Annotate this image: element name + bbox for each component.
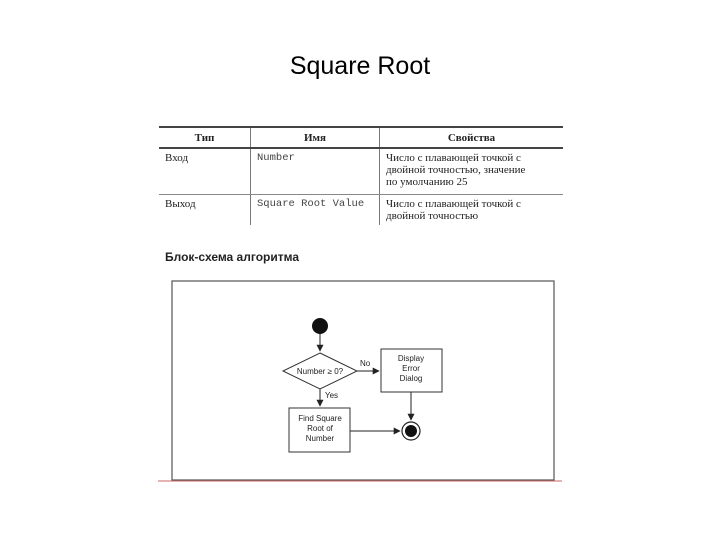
cell-type: Вход <box>159 148 251 195</box>
start-node <box>312 318 328 334</box>
cell-name: Number <box>251 148 380 195</box>
compute-box-line: Number <box>305 434 335 443</box>
props-line: Число с плавающей точкой с <box>386 198 521 210</box>
header-name: Имя <box>251 127 380 148</box>
yes-label: Yes <box>325 391 339 400</box>
cell-name: Square Root Value <box>251 195 380 226</box>
no-label: No <box>360 359 371 368</box>
cell-type: Выход <box>165 198 196 210</box>
compute-box-line: Root of <box>307 424 333 433</box>
flowchart-frame <box>172 281 554 480</box>
props-line: Число с плавающей точкой с <box>386 152 521 164</box>
header-props: Свойства <box>380 127 564 148</box>
props-line: по умолчанию 25 <box>386 176 468 188</box>
flowchart-caption: Блок-схема алгоритма <box>165 250 299 264</box>
end-node <box>405 425 417 437</box>
error-box-line: Dialog <box>399 374 423 383</box>
error-box-line: Error <box>402 364 420 373</box>
slide-title: Square Root <box>289 52 431 80</box>
compute-box-line: Find Square <box>298 414 342 423</box>
decision-label: Number ≥ 0? <box>296 367 344 376</box>
header-type: Тип <box>159 127 251 148</box>
error-box-line: Display <box>397 354 425 363</box>
props-line: двойной точностью <box>386 210 479 222</box>
props-line: двойной точностью, значение <box>386 164 526 176</box>
